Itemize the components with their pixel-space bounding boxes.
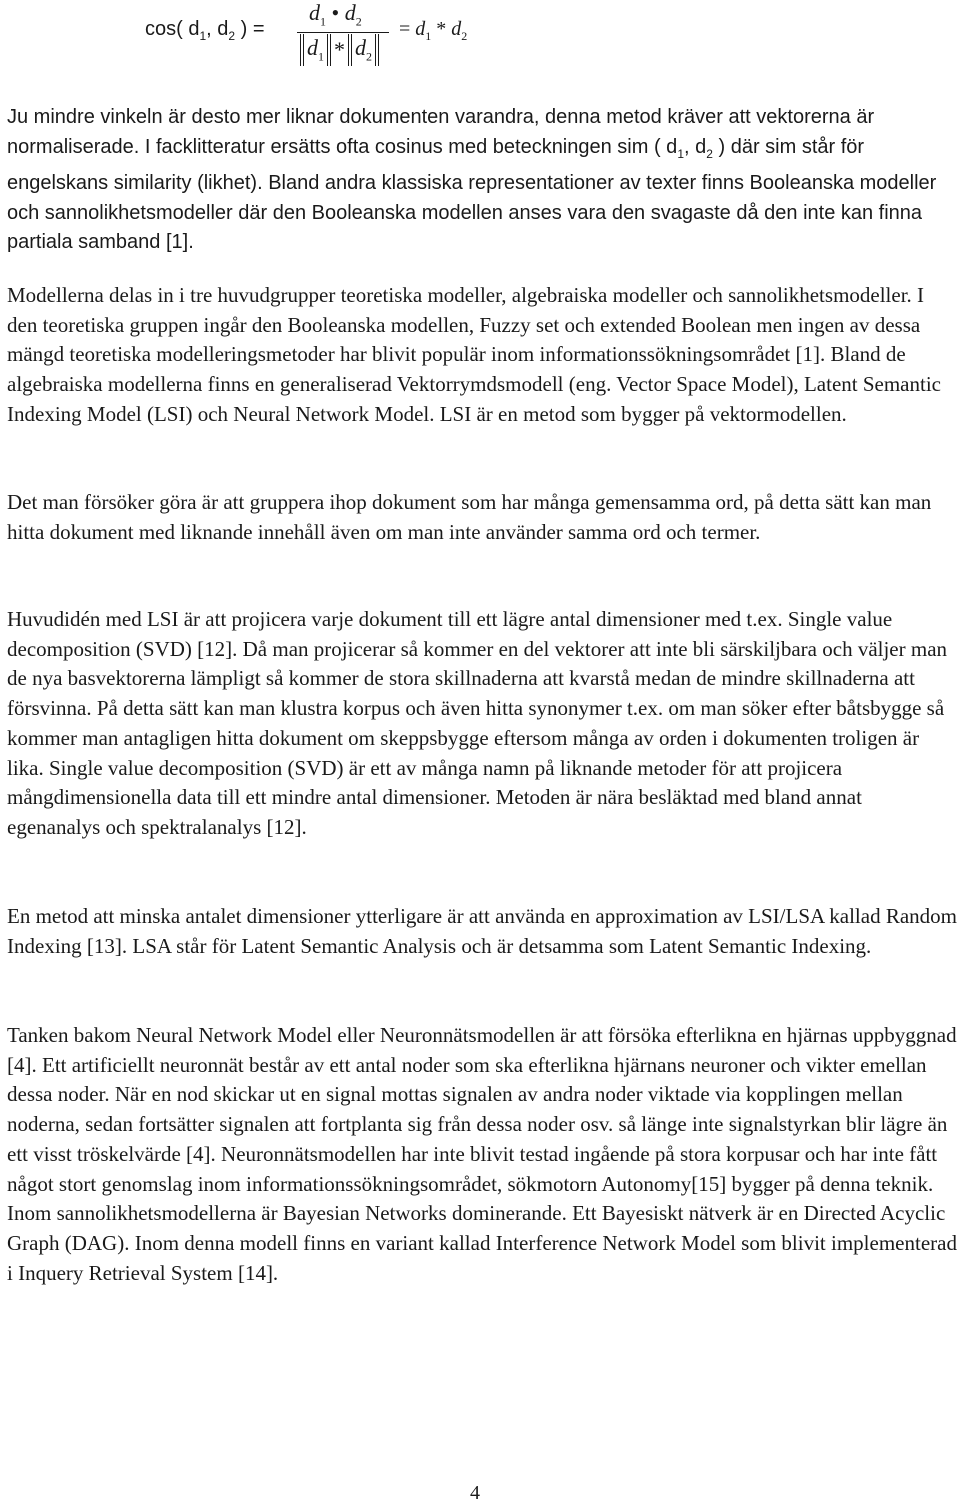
norm-bar-right-2 bbox=[375, 34, 379, 66]
paragraph-similarity-part-c: ) där sim står för engelskans similarity (likhet). Bland andra klassiska representationer av texter finns Booleanska modeller och sannolikhetsmodeller där den Booleanska modellen anses vara den svagaste då den inte kan finna partiala samband [1]. bbox=[7, 135, 937, 254]
formula-lhs-sub1: 1 bbox=[199, 29, 207, 43]
formula-rhs-eq: = bbox=[399, 18, 411, 40]
paragraph-similarity bbox=[7, 103, 957, 258]
formula-lhs bbox=[145, 18, 265, 43]
paragraph-grouping: Det man försöker göra är att gruppera ihop dokument som har många gemensamma ord, på detta sätt kan man hitta dokument med liknande innehåll även om man inte använder samma ord och termer. bbox=[7, 490, 932, 544]
formula-rhs-d1: d bbox=[415, 18, 426, 40]
formula-num-d1: d bbox=[309, 0, 320, 25]
formula-star: * bbox=[334, 37, 345, 62]
cosine-formula bbox=[145, 0, 565, 80]
paragraph-similarity-sub2: 2 bbox=[706, 146, 713, 161]
paragraph-random-indexing: En metod att minska antalet dimensioner ytterligare är att använda en approximation av LSI/LSA kallad Random Indexing [13]. LSA står för Latent Semantic Analysis och är detsamma som Latent Semantic Indexing. bbox=[7, 904, 957, 958]
formula-lhs-comma: , d bbox=[206, 18, 229, 40]
formula-num-sub2: 2 bbox=[355, 14, 362, 29]
formula-rhs-d2: d bbox=[451, 18, 462, 40]
formula-lhs-prefix: cos( d bbox=[145, 18, 200, 40]
formula-denominator bbox=[297, 34, 382, 68]
page-number: 4 bbox=[470, 1482, 480, 1504]
formula-num-sub1: 1 bbox=[320, 14, 326, 29]
norm-bar-left-1 bbox=[300, 34, 304, 66]
formula-dot: • bbox=[331, 0, 340, 25]
formula-rhs-star: * bbox=[431, 18, 452, 40]
paragraph-similarity-sub1: 1 bbox=[677, 146, 684, 161]
formula-lhs-sub2: 2 bbox=[228, 29, 236, 43]
paragraph-lsi: Huvudidén med LSI är att projicera varje dokument till ett lägre antal dimensioner med t.ex. Single value decomposition (SVD) [12]. Då man projicerar så kommer en del vektorer att inte bli särskiljbara och väljer man de nya basvektorerna lämpligt så kommer de stora skillnaderna att kvarstå medan de mindre skillnaderna att försvinna. På detta sätt kan man klustra korpus och även hitta synonymer t.ex. om man söker efter båtsbygge så kommer man antagligen hitta dokument om skeppsbygge eftersom många av orden i dokumenten troligen är lika. Single value decomposition (SVD) är ett av många namn på liknande metoder för att projicera mångdimensionella data till ett mindre antal dimensioner. Metoden är nära besläktad med bland annat egenanalys och spektralanalys [12]. bbox=[7, 607, 948, 839]
formula-den-sub2: 2 bbox=[366, 49, 372, 64]
paragraph-similarity-part-b: , d bbox=[684, 135, 707, 158]
formula-rhs bbox=[399, 18, 467, 44]
formula-numerator bbox=[309, 0, 362, 29]
norm-bar-right-1 bbox=[327, 34, 331, 66]
paragraph-model-groups: Modellerna delas in i tre huvudgrupper teoretiska modeller, algebraiska modeller och sannolikhetsmodeller. I den teoretiska gruppen ingår den Booleanska modellen, Fuzzy set och extended Boolean men ingen av dessa mängd teoretiska modelleringsmetoder har blivit populär inom informationssökningsområdet [1]. Bland de algebraiska modellerna finns en generaliserad Vektorrymdsmodell (eng. Vector Space Model), Latent Semantic Indexing Model (LSI) och Neural Network Model. LSI är en metod som bygger på vektormodellen. bbox=[7, 283, 941, 426]
norm-bar-left-2 bbox=[348, 34, 352, 66]
formula-den-d1: d bbox=[307, 35, 318, 61]
formula-rhs-sub1: 1 bbox=[425, 29, 432, 43]
fraction-bar bbox=[297, 32, 389, 33]
formula-den-d2: d bbox=[355, 35, 366, 61]
paragraph-similarity-part-a: Ju mindre vinkeln är desto mer liknar dokumenten varandra, denna metod kräver att vektorerna är normaliserade. I facklitteratur ersätts ofta cosinus med beteckningen sim ( d bbox=[7, 106, 875, 158]
formula-num-d2: d bbox=[344, 0, 356, 25]
formula-lhs-suffix: ) = bbox=[235, 18, 265, 40]
formula-den-sub1: 1 bbox=[318, 49, 324, 64]
paragraph-neural-network: Tanken bakom Neural Network Model eller Neuronnätsmodellen är att försöka efterlikna en hjärnas uppbyggnad [4]. Ett artificiellt neuronnät består av ett antal noder som ska efterlikna hjärnans neuroner och vikter emellan dessa noder. När en nod skickar ut en signal mottas signalen av andra noder viktade via kopplingen mellan noderna, sedan fortsätter signalen att fortplanta sig från dessa noder osv. så länge inte signalstyrkan blir lägre än ett visst tröskelvärde [4]. Neuronnätsmodellen har inte blivit testad ingående på stora korpusar och har inte fått något stort genomslag inom informationssökningsområdet, sökmotorn Autonomy[15] bygger på denna teknik. Inom sannolikhetsmodellerna är Bayesian Networks dominerande. Ett Bayesiskt nätverk är en Directed Acyclic Graph (DAG). Inom denna modell finns en variant kallad Interference Network Model som blivit implementerad i Inquery Retrieval System [14]. bbox=[7, 1023, 957, 1285]
formula-rhs-sub2: 2 bbox=[461, 29, 468, 43]
